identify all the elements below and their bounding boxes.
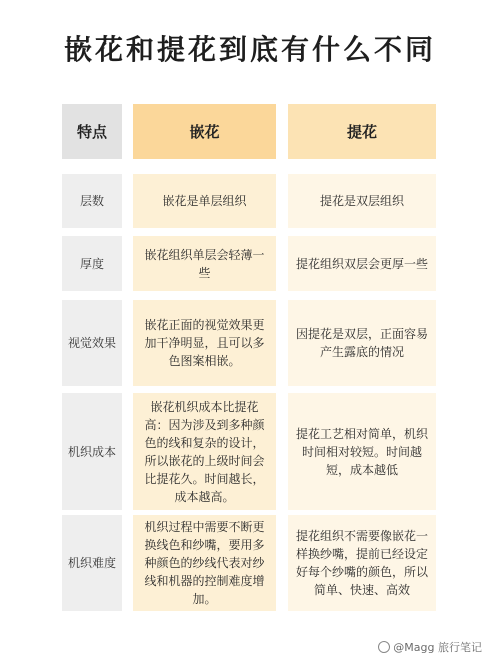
table-header-row: [62, 104, 442, 159]
tihua-cell: 因提花是双层，正面容易产生露底的情况: [288, 300, 436, 386]
header-tihua: 提花: [288, 104, 436, 159]
watermark-text: @Magg 旅行笔记: [393, 641, 482, 654]
header-qianhua: 嵌花: [133, 104, 276, 159]
row-feature: 视觉效果: [62, 300, 122, 386]
tihua-cell: 提花是双层组织: [288, 174, 436, 228]
tihua-cell: 提花组织不需要像嵌花一样换纱嘴，提前已经设定好每个纱嘴的颜色，所以简单、快速、高效: [288, 515, 436, 611]
page-title: 嵌花和提花到底有什么不同: [63, 33, 436, 66]
table-row: [62, 515, 442, 611]
qianhua-cell: 嵌花机织成本比提花高：因为涉及到多种颜色的线和复杂的设计，所以嵌花的上级时间会比提花久。时间越长，成本越高。: [133, 393, 276, 510]
watermark-logo-icon: [378, 641, 390, 653]
tihua-cell: 提花组织双层会更厚一些: [288, 236, 436, 291]
header-feature: 特点: [62, 104, 122, 159]
row-feature: 机织成本: [62, 393, 122, 510]
table-row: [62, 300, 442, 386]
row-feature: 层数: [62, 174, 122, 228]
tihua-cell: 提花工艺相对简单，机织时间相对较短。时间越短，成本越低: [288, 393, 436, 510]
row-feature: 厚度: [62, 236, 122, 291]
row-feature: 机织难度: [62, 515, 122, 611]
watermark: [378, 639, 482, 655]
qianhua-cell: 嵌花是单层组织: [133, 174, 276, 228]
qianhua-cell: 嵌花正面的视觉效果更加干净明显，且可以多色图案相嵌。: [133, 300, 276, 386]
qianhua-cell: 嵌花组织单层会轻薄一些: [133, 236, 276, 291]
qianhua-cell: 机织过程中需要不断更换线色和纱嘴，要用多种颜色的纱线代表对纱线和机器的控制难度增加。: [133, 515, 276, 611]
table-row: [62, 236, 442, 291]
table-row: [62, 393, 442, 510]
table-row: [62, 174, 442, 228]
